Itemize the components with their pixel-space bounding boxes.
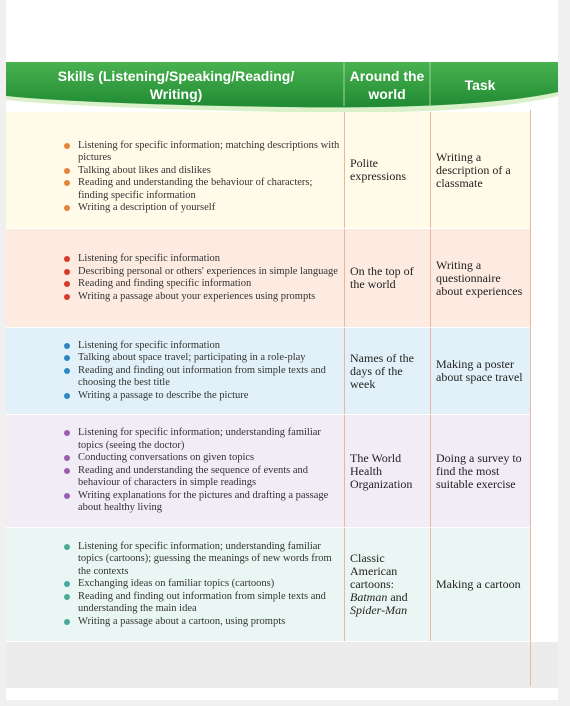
skill-item: Conducting conversations on given topics — [76, 452, 342, 465]
skill-item: Exchanging ideas on familiar topics (cartoons) — [76, 578, 342, 591]
table-row — [6, 415, 531, 528]
bullet-icon — [64, 205, 70, 211]
skill-item: Reading and finding out information from simple texts and choosing the best title — [76, 365, 342, 390]
skills-cell — [6, 112, 342, 228]
skill-item: Reading and understanding the behaviour of characters; finding specific information — [76, 177, 342, 202]
bullet-icon — [64, 180, 70, 186]
skill-item: Listening for specific information; matching descriptions with pictures — [76, 140, 342, 165]
skill-item: Talking about likes and dislikes — [76, 165, 342, 178]
skill-item: Writing a passage about your experiences using prompts — [76, 291, 338, 304]
table-right-border — [530, 110, 531, 686]
table-row — [6, 112, 531, 229]
skill-item: Listening for specific information — [76, 253, 338, 266]
bullet-icon — [64, 269, 70, 275]
skill-item: Reading and finding out information from simple texts and understanding the main idea — [76, 591, 342, 616]
footer-band — [6, 642, 558, 688]
bullet-icon — [64, 544, 70, 550]
around-title-spiderman: Spider-Man — [350, 603, 408, 617]
around-cell: On the top of the world — [350, 264, 414, 291]
page — [6, 0, 558, 700]
skill-item: Describing personal or others' experiences in simple language — [76, 266, 338, 279]
bullet-icon — [64, 355, 70, 361]
task-cell: Making a poster about space travel — [436, 357, 523, 384]
bullet-icon — [64, 343, 70, 349]
table-row — [6, 328, 531, 415]
skill-item: Reading and finding specific information — [76, 278, 338, 291]
skills-cell — [6, 415, 342, 527]
table-header — [6, 62, 558, 114]
bullet-icon — [64, 143, 70, 149]
skills-cell — [6, 328, 342, 414]
task-cell: Making a cartoon — [436, 577, 521, 591]
around-cell: Names of the days of the week — [350, 350, 414, 391]
skill-item: Writing explanations for the pictures and drafting a passage about healthy living — [76, 490, 342, 515]
skill-item: Writing a description of yourself — [76, 202, 342, 215]
bullet-icon — [64, 594, 70, 600]
bullet-icon — [64, 256, 70, 262]
task-cell: Writing a description of a classmate — [436, 149, 511, 190]
bullet-icon — [64, 168, 70, 174]
skill-item: Talking about space travel; participating in a role-play — [76, 352, 342, 365]
skills-cell — [6, 229, 342, 327]
skills-cell — [6, 528, 342, 641]
bullet-icon — [64, 581, 70, 587]
bullet-icon — [64, 493, 70, 499]
around-cell: Polite expressions — [350, 156, 406, 183]
bullet-icon — [64, 393, 70, 399]
skill-item: Listening for specific information; understanding familiar topics (cartoons); guessing the meanings of new words from the contexts — [76, 541, 342, 579]
skill-item: Writing a passage to describe the picture — [76, 390, 342, 403]
around-prefix: Classic American cartoons: — [350, 551, 398, 591]
skill-item: Listening for specific information — [76, 340, 342, 353]
task-cell: Doing a survey to find the most suitable exercise — [436, 450, 522, 491]
bullet-icon — [64, 294, 70, 300]
bullet-icon — [64, 430, 70, 436]
skill-item: Writing a passage about a cartoon, using prompts — [76, 616, 342, 629]
table-row — [6, 528, 531, 642]
bullet-icon — [64, 281, 70, 287]
header-task: Task — [464, 77, 496, 93]
task-cell: Writing a questionnaire about experiences — [436, 257, 523, 298]
header-skills: Skills (Listening/Speaking/Reading/ Writing) — [57, 68, 295, 102]
around-and: and — [387, 590, 408, 604]
bullet-icon — [64, 468, 70, 474]
header-around-the-world: Around the world — [349, 68, 425, 102]
bullet-icon — [64, 455, 70, 461]
skill-item: Listening for specific information; understanding familiar topics (seeing the doctor) — [76, 427, 342, 452]
bullet-icon — [64, 368, 70, 374]
around-title-batman: Batman — [350, 590, 388, 604]
skill-item: Reading and understanding the sequence of events and behaviour of characters in simple readings — [76, 465, 342, 490]
around-cell — [344, 528, 426, 641]
table-row — [6, 229, 531, 328]
bullet-icon — [64, 619, 70, 625]
around-cell: The World Health Organization — [350, 450, 413, 491]
